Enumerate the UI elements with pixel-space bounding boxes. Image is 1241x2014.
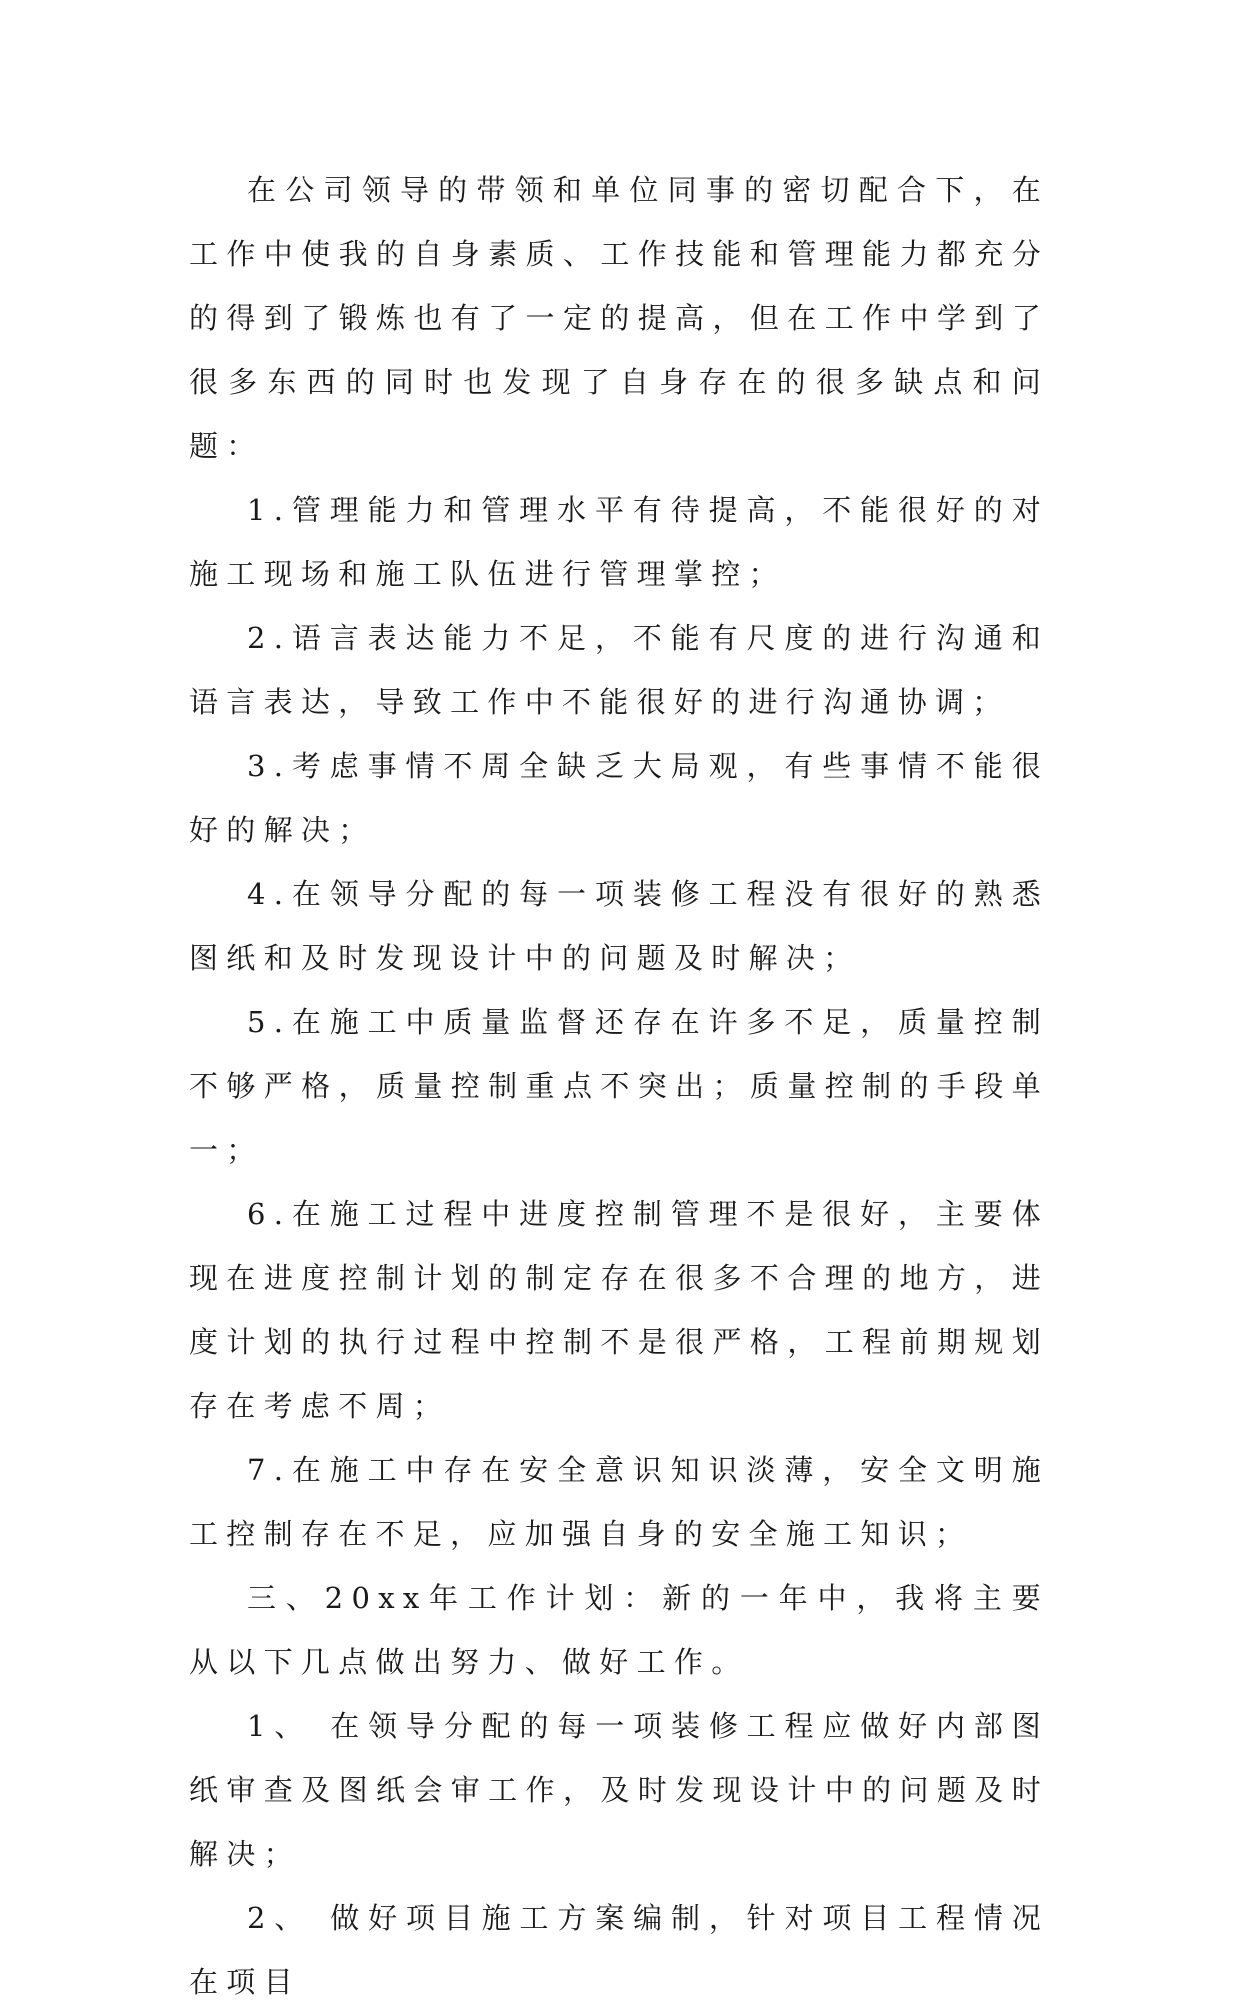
paragraph-item-3: 3.考虑事情不周全缺乏大局观，有些事情不能很好的解决； <box>189 749 1049 847</box>
paragraph-item-1: 1.管理能力和管理水平有待提高，不能很好的对施工现场和施工队伍进行管理掌控； <box>189 493 1049 591</box>
paragraph-item-7: 7.在施工中存在安全意识知识淡薄，安全文明施工控制存在不足，应加强自身的安全施工知识； <box>189 1453 1049 1551</box>
paragraph-item-2: 2.语言表达能力不足，不能有尺度的进行沟通和语言表达，导致工作中不能很好的进行沟通协调； <box>189 621 1049 719</box>
paragraph-item-5: 5.在施工中质量监督还存在许多不足，质量控制不够严格，质量控制重点不突出；质量控制的手段单一； <box>189 1005 1049 1167</box>
paragraph-plan-2: 2、 做好项目施工方案编制，针对项目工程情况在项目 <box>189 1901 1049 1999</box>
paragraph-intro: 在公司领导的带领和单位同事的密切配合下，在工作中使我的自身素质、工作技能和管理能力都充分的得到了锻炼也有了一定的提高，但在工作中学到了很多东西的同时也发现了自身存在的很多缺点和问题： <box>189 173 1049 463</box>
paragraph-item-6: 6.在施工过程中进度控制管理不是很好，主要体现在进度控制计划的制定存在很多不合理的地方，进度计划的执行过程中控制不是很严格，工程前期规划存在考虑不周； <box>189 1197 1049 1423</box>
paragraph-item-4: 4.在领导分配的每一项装修工程没有很好的熟悉图纸和及时发现设计中的问题及时解决； <box>189 877 1049 975</box>
document-body <box>189 158 1049 2014</box>
paragraph-plan-heading: 三、20xx年工作计划：新的一年中，我将主要从以下几点做出努力、做好工作。 <box>189 1581 1049 1679</box>
paragraph-plan-1: 1、 在领导分配的每一项装修工程应做好内部图纸审查及图纸会审工作，及时发现设计中的问题及时解决； <box>189 1709 1049 1871</box>
